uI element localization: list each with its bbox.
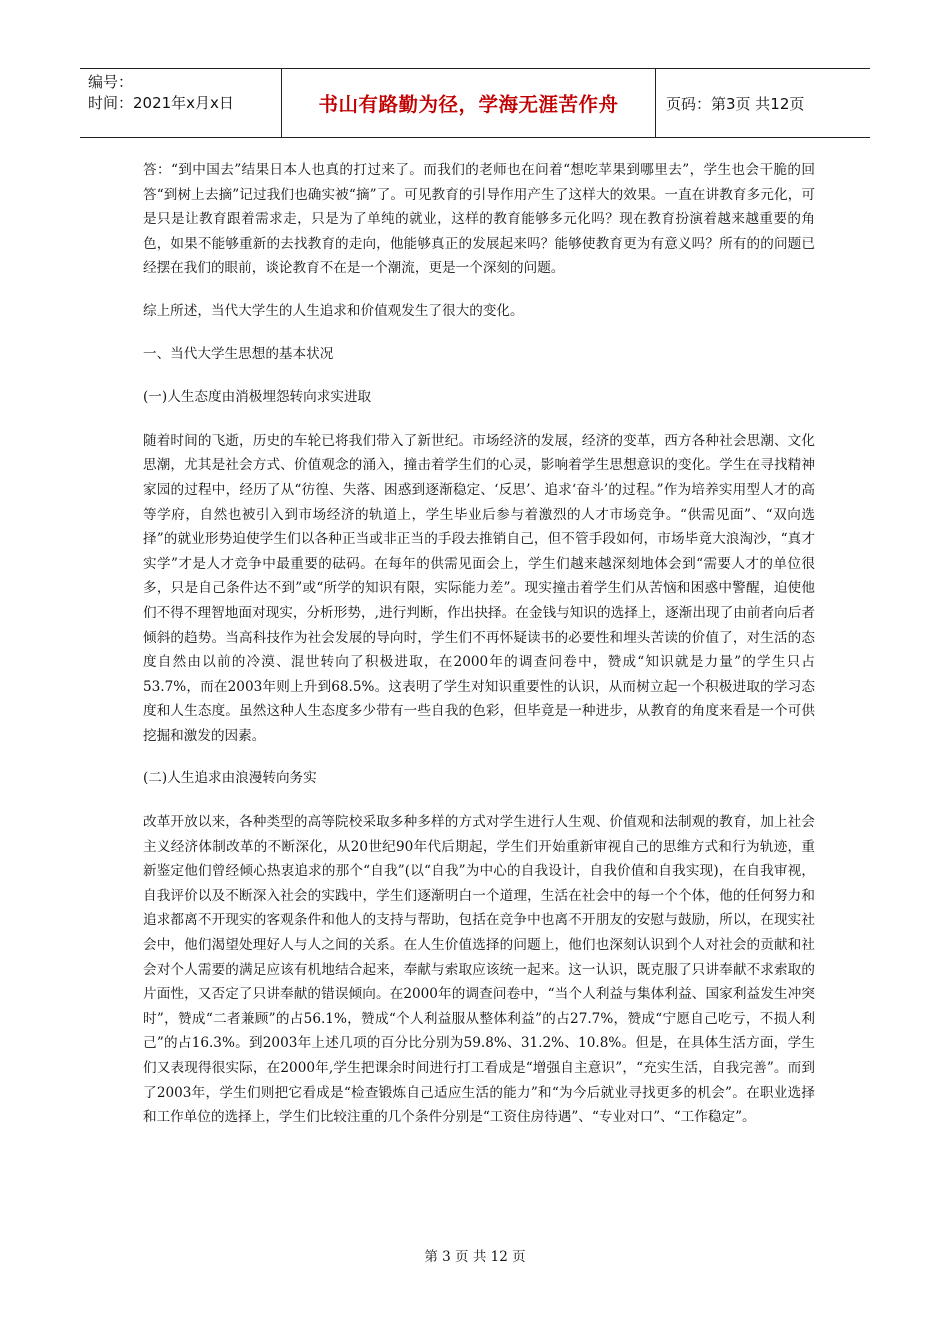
doc-number: 编号： <box>88 73 134 91</box>
paragraph-pursuit: 改革开放以来，各种类型的高等院校采取多种多样的方式对学生进行人生观、价值观和法制观的教育，加上社会主义经济体制改革的不断深化，从20世纪90年代后期起，学生们开始重新审视自己的思维方式和行为轨迹，重新鉴定他们曾经倾心热衷追求的那个“自我”(以“自我”为中心的自我设计，自我价值和自我实现)，在自我审视，自我评价以及不断深入社会的实践中，学生们逐渐明白一个道理，生活在社会中的每一个个体，他的任何努力和追求都离不开现实的客观条件和他人的支持与帮助，包括在竞争中也离不开朋友的安慰与鼓励，所以，在现实社会中，他们渴望处理好人与人之间的关系。在人生价值选择的问题上，他们也深刻认识到个人对社会的贡献和社会对个人需要的满足应该有机地结合起来，奉献与索取应该统一起来。这一认识，既克服了只讲奉献不求索取的片面性，又否定了只讲奉献的错误倾向。在2000年的调查问卷中，“当个人利益与集体利益、国家利益发生冲突时”，赞成“二者兼顾”的占56.1%，赞成“个人利益服从整体利益”的占27.7%，赞成“宁愿自己吃亏，不损人利己”的占16.3%。到2003年上述几项的百分比分别为59.8%、31.2%、10.8%。但是，在具体生活方面，学生们又表现得很实际，在2000年,学生把课余时间进行打工看成是“增强自主意识”，“充实生活，自我完善”。而到了2003年，学生们则把它看成是“检查锻炼自己适应生活的能力”和“为今后就业寻找更多的机会”。在职业选择和工作单位的选择上，学生们比较注重的几个条件分别是“工资住房待遇”、“专业对口”、“工作稳定”。 <box>143 814 815 1126</box>
paragraph-attitude: 随着时间的飞逝，历史的车轮已将我们带入了新世纪。市场经济的发展，经济的变革，西方各种社会思潮、文化思潮，尤其是社会方式、价值观念的涌入，撞击着学生们的心灵，影响着学生思想意识的变化。学生在寻找精神家园的过程中，经历了从“彷徨、失落、困惑到逐渐稳定、‘反思’、追求‘奋斗’的过程。”作为培养实用型人才的高等学府，自然也被引入到市场经济的轨道上，学生毕业后参与着激烈的人才市场竞争。“供需见面”、“双向选择”的就业形势迫使学生们以各种正当或非正当的手段去推销自己，但不管手段如何，市场毕竟大浪淘沙，“真才实学”才是人才竞争中最重要的砝码。在每年的供需见面会上，学生们越来越深刻地体会到“需要人才的单位很多，只是自己条件达不到”或“所学的知识有限，实际能力差”。现实撞击着学生们从苦恼和困惑中警醒，迫使他们不得不理智地面对现实，分析形势，,进行判断，作出抉择。在金钱与知识的选择上，逐渐出现了由前者向后者倾斜的趋势。当高科技作为社会发展的导向时，学生们不再怀疑读书的必要性和埋头苦读的价值了，对生活的态度自然由以前的冷漠、混世转向了积极进取，在2000年的调查问卷中，赞成“知识就是力量”的学生只占53.7%，而在2003年则上升到68.5%。这表明了学生对知识重要性的认识，从而树立起一个积极进取的学习态度和人生态度。虽然这种人生态度多少带有一些自我的色彩，但毕竟是一种进步，从教育的角度来看是一个可供挖掘和激发的因素。 <box>143 432 815 744</box>
subsection-heading-2: (二)人生追求由浪漫转向务实 <box>143 770 317 787</box>
subsection-heading-1: (一)人生态度由消极埋怨转向求实进取 <box>143 389 372 406</box>
section-heading-1: 一、当代大学生思想的基本状况 <box>143 345 334 362</box>
paragraph-summary: 综上所述，当代大学生的人生追求和价值观发生了很大的变化。 <box>143 302 524 319</box>
paragraph-answer: 答：“到中国去”结果日本人也真的打过来了。而我们的老师也在问着“想吃苹果到哪里去”，学生也会干脆的回答“到树上去摘”记过我们也确实被“摘”了。可见教育的引导作用产生了这样大的效果。一直在讲教育多元化，可是只是让教育跟着需求走，只是为了单纯的就业，这样的教育能够多元化吗？现在教育扮演着越来越重要的角色，如果不能够重新的去找教育的走向，他能够真正的发展起来吗？能够使教育更为有意义吗？所有的的问题已经摆在我们的眼前，谈论教育不在是一个潮流，更是一个深刻的问题。 <box>143 162 815 277</box>
doc-time: 时间：2021年x月x日 <box>88 94 234 112</box>
header-meta <box>80 69 282 137</box>
page-header <box>80 68 870 138</box>
header-page-number: 页码：第3页 共12页 <box>666 94 805 113</box>
document-body <box>143 158 815 1148</box>
header-motto: 书山有路勤为径，学海无涯苦作舟 <box>282 69 656 137</box>
page-footer: 第 3 页 共 12 页 <box>424 1249 526 1265</box>
